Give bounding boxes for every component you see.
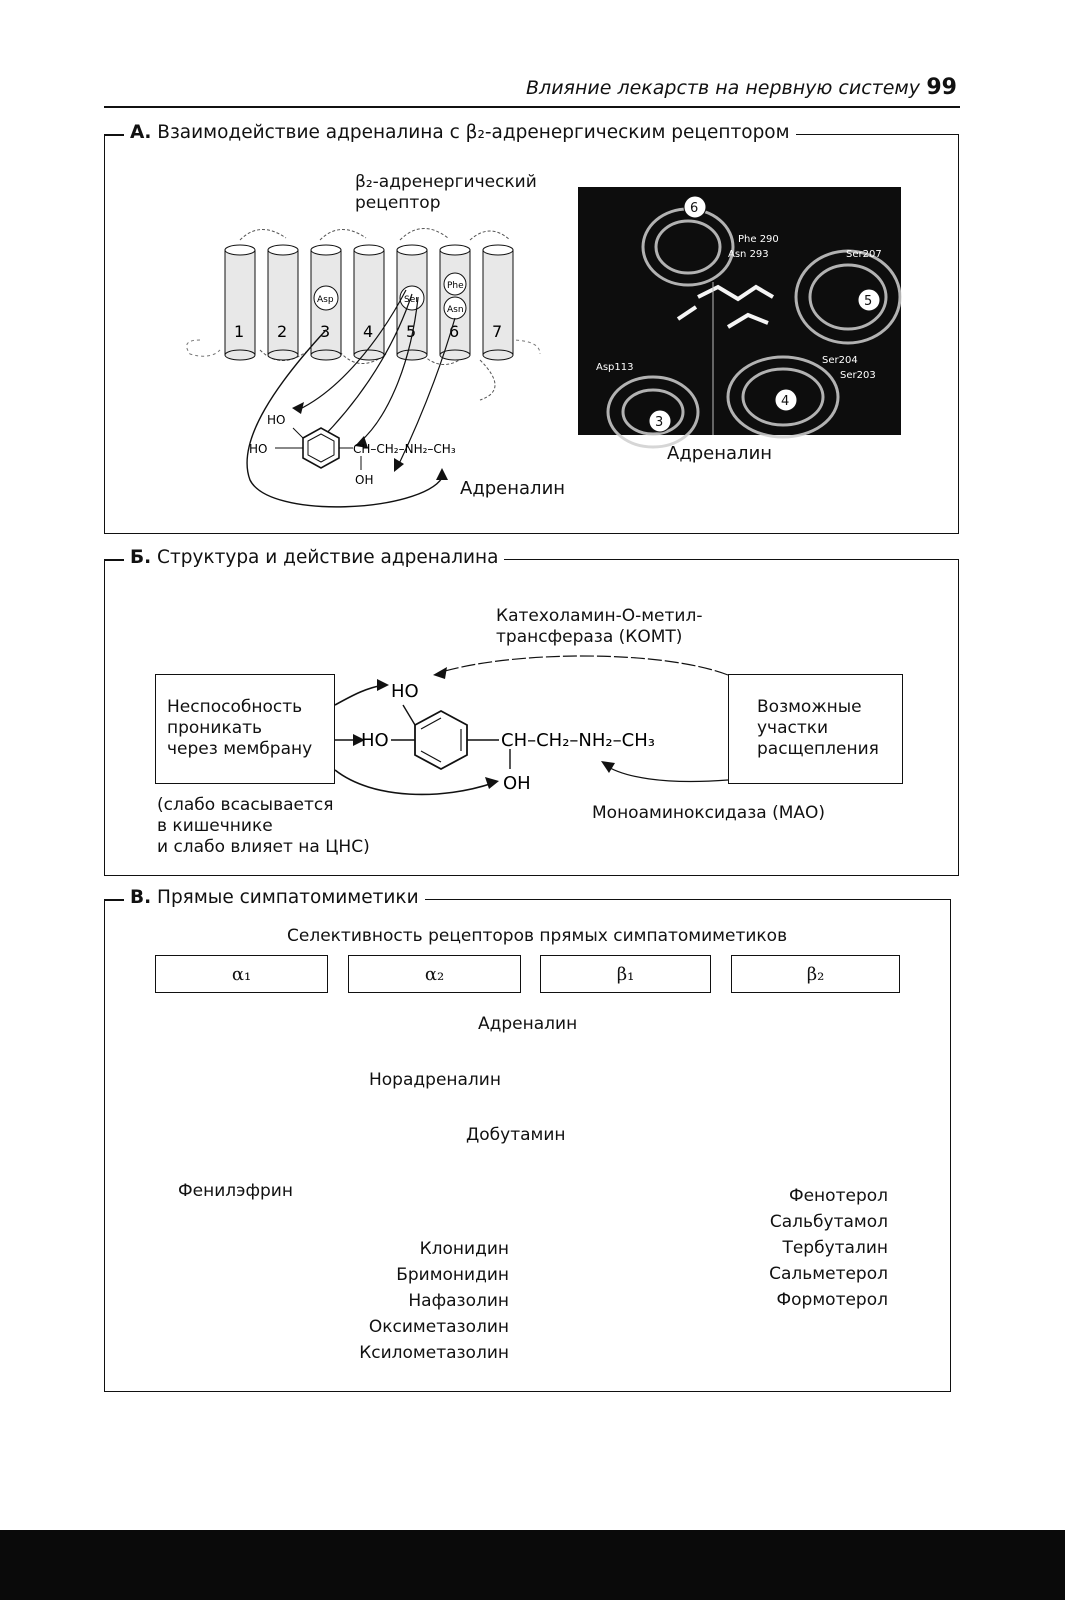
cleavage-box-line3: расщепления <box>757 739 879 759</box>
selectivity-title: Селективность рецепторов прямых симпатомиметиков <box>287 926 788 946</box>
photo-label-asn293: Asn 293 <box>728 249 769 260</box>
panel-b-letter: Б. <box>130 547 152 568</box>
panel-c-title <box>124 887 425 908</box>
molecule-a-oh: OH <box>355 473 374 487</box>
panel-a-title <box>124 122 796 143</box>
membrane-box-line1: Неспособность <box>167 697 303 717</box>
helix-number-2: 2 <box>277 322 288 341</box>
helix-number-3: 3 <box>320 322 331 341</box>
helix-number-5: 5 <box>406 322 417 341</box>
header-rule <box>104 106 960 108</box>
helix-2 <box>268 245 298 360</box>
panel-a-title-text: Взаимодействие адреналина с β₂-адренергическим рецептором <box>157 122 790 143</box>
membrane-box-line2: проникать <box>167 718 263 738</box>
panel-c-letter: В. <box>130 887 152 908</box>
receptor-alpha2-label: α₂ <box>424 963 445 985</box>
panel-b-title-text: Структура и действие адреналина <box>157 547 499 568</box>
komt-line1: Катехоламин-О-метил- <box>496 606 703 626</box>
molecule-a-chain: CH–CH₂–NH₂–CH₃ <box>353 442 456 456</box>
drug-adrenaline: Адреналин <box>478 1014 578 1034</box>
membrane-box-line3: через мембрану <box>167 739 313 759</box>
molecule-a-ho-top: HO <box>267 413 286 427</box>
beta2-drug-list <box>700 1183 888 1313</box>
panel-a-letter: А. <box>130 122 152 143</box>
receptor-box-beta2 <box>731 955 900 993</box>
alpha2-drug-1: Клонидин <box>419 1239 509 1259</box>
photo-label-phe290: Phe 290 <box>738 234 779 245</box>
receptor-alpha1-label: α₁ <box>231 963 252 985</box>
beta2-drug-5: Формотерол <box>776 1290 888 1310</box>
beta2-drug-3: Тербуталин <box>782 1238 888 1258</box>
beta2-drug-2: Сальбутамол <box>769 1212 888 1232</box>
receptor-label-line1: β₂-адренергический <box>355 172 537 192</box>
adrenaline-structure-b <box>333 645 733 805</box>
photo-label-ser204: Ser204 <box>822 355 858 366</box>
cleavage-box-line1: Возможные <box>757 697 862 717</box>
helix-number-6: 6 <box>449 322 460 341</box>
adrenaline-label-a: Адреналин <box>460 478 566 499</box>
panel-a-title-dash <box>104 134 126 136</box>
mao-label: Моноаминоксидаза (МАО) <box>592 803 826 823</box>
alpha2-drug-4: Оксиметазолин <box>368 1317 509 1337</box>
membrane-box <box>155 674 335 784</box>
receptor-beta1-label: β₁ <box>616 963 635 985</box>
receptor-beta2-label: β₂ <box>806 963 825 985</box>
photo-label-asp113: Asp113 <box>596 362 634 373</box>
alpha2-drug-list <box>300 1236 509 1366</box>
residue-asn: Asn <box>447 305 464 315</box>
absorption-note-line3: и слабо влияет на ЦНС) <box>157 837 370 857</box>
helix-1 <box>225 245 255 360</box>
page-number: 99 <box>926 75 957 100</box>
drug-noradrenaline: Норадреналин <box>369 1070 501 1090</box>
photo-label-ser207: Ser207 <box>846 249 882 260</box>
adrenaline-label-photo: Адреналин <box>667 443 773 464</box>
panel-c-title-dash <box>104 899 126 901</box>
beta2-drug-4: Сальметерол <box>769 1264 888 1284</box>
alpha2-drug-2: Бримонидин <box>396 1265 509 1285</box>
helix-7 <box>483 245 513 360</box>
absorption-note-line2: в кишечнике <box>157 816 273 836</box>
residue-ser: Ser <box>404 295 419 305</box>
residue-asp: Asp <box>317 295 334 305</box>
photo-helix-5: 5 <box>864 294 873 309</box>
helix-4 <box>354 245 384 360</box>
running-title: Влияние лекарств на нервную систему <box>526 77 920 99</box>
receptor-box-alpha2 <box>348 955 521 993</box>
molecule-b-chain: CH–CH₂–NH₂–CH₃ <box>501 730 655 751</box>
beta2-drug-1: Фенотерол <box>788 1186 888 1206</box>
cleavage-box <box>728 674 903 784</box>
panel-b-title-dash <box>104 559 126 561</box>
molecule-b-oh: OH <box>503 773 531 794</box>
molecule-a-ho-left: HO <box>249 442 268 456</box>
drug-dobutamine: Добутамин <box>466 1125 566 1145</box>
receptor-box-alpha1 <box>155 955 328 993</box>
komt-line2: трансфераза (КОМТ) <box>496 627 683 647</box>
residue-phe: Phe <box>447 281 464 291</box>
running-header <box>526 77 920 99</box>
drug-phenylephrine: Фенилэфрин <box>178 1181 293 1201</box>
photo-helix-6: 6 <box>690 201 699 216</box>
cleavage-box-line2: участки <box>757 718 829 738</box>
scan-edge-bar <box>0 1530 1065 1600</box>
molecule-b-ho-top: HO <box>391 681 419 702</box>
panel-b-title <box>124 547 504 568</box>
photo-helix-4: 4 <box>781 394 790 409</box>
molecule-b-ho-left: HO <box>361 730 389 751</box>
absorption-note-line1: (слабо всасывается <box>157 795 334 815</box>
helix-number-1: 1 <box>234 322 245 341</box>
photo-label-ser203: Ser203 <box>840 370 876 381</box>
receptor-photo <box>578 187 901 435</box>
receptor-photo-art <box>578 187 901 435</box>
photo-helix-3: 3 <box>655 415 664 430</box>
receptor-box-beta1 <box>540 955 711 993</box>
helix-number-7: 7 <box>492 322 503 341</box>
receptor-label-line2: рецептор <box>355 193 441 213</box>
helix-number-4: 4 <box>363 322 374 341</box>
alpha2-drug-5: Ксилометазолин <box>359 1343 509 1363</box>
alpha2-drug-3: Нафазолин <box>408 1291 509 1311</box>
panel-c-title-text: Прямые симпатомиметики <box>157 887 419 908</box>
